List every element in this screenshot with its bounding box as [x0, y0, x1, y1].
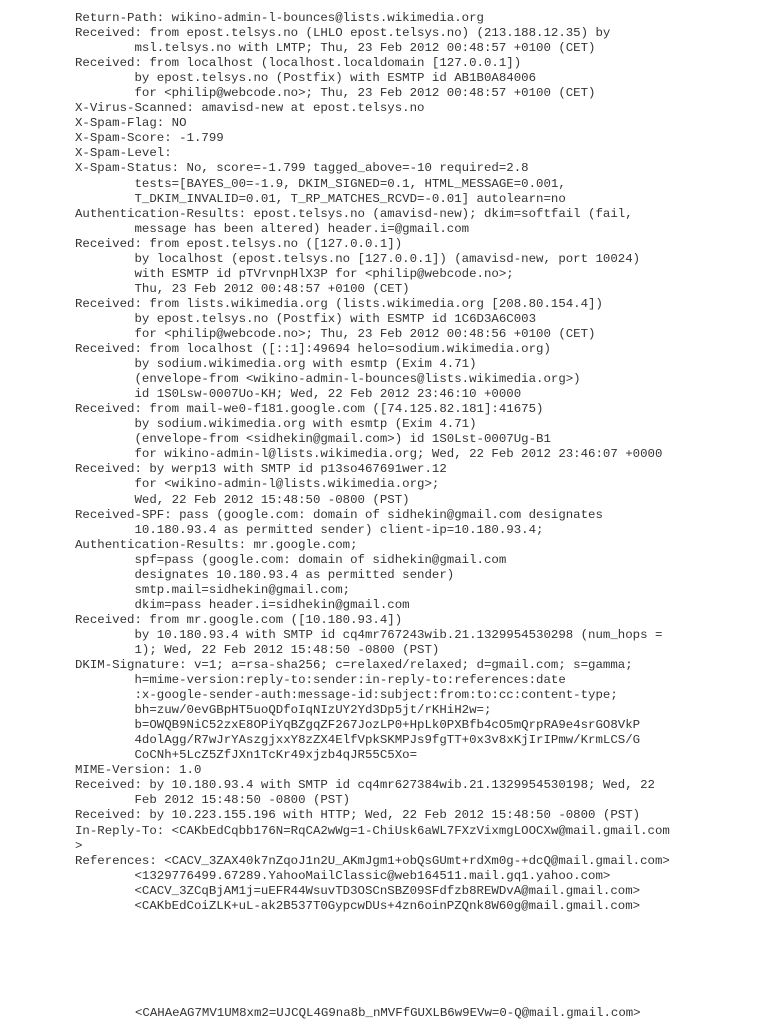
header-line: smtp.mail=sidhekin@gmail.com;	[75, 582, 351, 597]
header-line: dkim=pass header.i=sidhekin@gmail.com	[75, 597, 410, 612]
header-line: by epost.telsys.no (Postfix) with ESMTP id AB1B0A84006	[75, 71, 537, 86]
header-line: h=mime-version:reply-to:sender:in-reply-to:references:date	[75, 673, 566, 688]
header-line: bh=zuw/0evGBpHT5uoQDfoIqNIzUY2Yd3Dp5jt/rKHiH2w=;	[75, 703, 492, 718]
header-line: Return-Path: wikino-admin-l-bounces@lists.wikimedia.org	[75, 11, 484, 25]
header-line: X-Virus-Scanned: amavisd-new at epost.telsys.no	[75, 101, 425, 116]
header-line: X-Spam-Score: -1.799	[75, 131, 224, 146]
header-line: msl.telsys.no with LMTP; Thu, 23 Feb 2012 00:48:57 +0100 (CET)	[75, 41, 596, 56]
header-line: 4dolAgg/R7wJrYAszgjxxY8zZX4ElfVpkSKMPJs9fgTT+0x3v8xKjIrIPmw/KrmLCS/G	[75, 733, 641, 748]
header-line: for wikino-admin-l@lists.wikimedia.org; Wed, 22 Feb 2012 23:46:07 +0000	[75, 447, 663, 462]
header-line: tests=[BAYES_00=-1.9, DKIM_SIGNED=0.1, HTML_MESSAGE=0.001,	[75, 176, 566, 191]
header-line: message has been altered) header.i=@gmail.com	[75, 221, 470, 236]
header-line: <CACV_3ZCqBjAM1j=uEFR44WsuvTD3OSCnSBZ09SFdfzb8REWDvA@mail.gmail.com>	[75, 883, 641, 898]
header-line: References: <CACV_3ZAX40k7nZqoJ1n2U_AKmJgm1+obQsGUmt+rdXm0g-+dcQ@mail.gmail.com>	[75, 853, 670, 868]
header-line: Thu, 23 Feb 2012 00:48:57 +0100 (CET)	[75, 281, 410, 296]
header-line: with ESMTP id pTVrvnpHlX3P for <philip@webcode.no>;	[75, 266, 514, 281]
header-line: Received: from mail-we0-f181.google.com ([74.125.82.181]:41675)	[75, 402, 544, 417]
header-line: In-Reply-To: <CAKbEdCqbb176N=RqCA2wWg=1-ChiUsk6aWL7FXzVixmgLOOCXw@mail.gmail.com	[75, 823, 670, 838]
header-line: Received: by 10.180.93.4 with SMTP id cq4mr627384wib.21.1329954530198; Wed, 22	[75, 778, 655, 793]
email-header-block	[75, 11, 670, 914]
header-line: Received: by 10.223.155.196 with HTTP; Wed, 22 Feb 2012 15:48:50 -0800 (PST)	[75, 808, 641, 823]
header-line: X-Spam-Flag: NO	[75, 116, 187, 131]
header-line: Authentication-Results: mr.google.com;	[75, 537, 358, 552]
header-line: Feb 2012 15:48:50 -0800 (PST)	[75, 793, 351, 808]
header-line: CoCNh+5LcZ5ZfJXn1TcKr49xjzb4qJR55C5Xo=	[75, 748, 418, 763]
header-line: designates 10.180.93.4 as permitted sender)	[75, 567, 455, 582]
references-trailing-line: <CAHAeAG7MV1UM8xm2=UJCQL4G9na8b_nMVFfGUXLB6w9EVw=0-Q@mail.gmail.com>	[135, 1006, 641, 1020]
header-line: Authentication-Results: epost.telsys.no (amavisd-new); dkim=softfail (fail,	[75, 206, 633, 221]
header-line: Received: from mr.google.com ([10.180.93.4])	[75, 612, 403, 627]
header-line: X-Spam-Status: No, score=-1.799 tagged_above=-10 required=2.8	[75, 161, 529, 176]
header-line: T_DKIM_INVALID=0.01, T_RP_MATCHES_RCVD=-0.01] autolearn=no	[75, 191, 566, 206]
header-line: Received: from localhost (localhost.localdomain [127.0.0.1])	[75, 56, 522, 71]
header-line: X-Spam-Level:	[75, 146, 172, 161]
header-line: 1); Wed, 22 Feb 2012 15:48:50 -0800 (PST)	[75, 642, 440, 657]
header-line: <CAKbEdCoiZLK+uL-ak2B537T0GypcwDUs+4zn6oinPZQnk8W60g@mail.gmail.com>	[75, 898, 641, 913]
header-line: by localhost (epost.telsys.no [127.0.0.1]) (amavisd-new, port 10024)	[75, 251, 641, 266]
header-line: (envelope-from <sidhekin@gmail.com>) id 1S0Lst-0007Ug-B1	[75, 432, 551, 447]
header-line: Received: from epost.telsys.no (LHLO epost.telsys.no) (213.188.12.35) by	[75, 26, 611, 41]
header-line: (envelope-from <wikino-admin-l-bounces@lists.wikimedia.org>)	[75, 372, 581, 387]
header-line: Received: from epost.telsys.no ([127.0.0.1])	[75, 236, 403, 251]
header-line: :x-google-sender-auth:message-id:subject:from:to:cc:content-type;	[75, 688, 618, 703]
header-line: for <philip@webcode.no>; Thu, 23 Feb 2012 00:48:57 +0100 (CET)	[75, 86, 596, 101]
header-line: Received: by werp13 with SMTP id p13so467691wer.12	[75, 462, 447, 477]
header-line: for <wikino-admin-l@lists.wikimedia.org>;	[75, 477, 440, 492]
header-line: for <philip@webcode.no>; Thu, 23 Feb 2012 00:48:56 +0100 (CET)	[75, 326, 596, 341]
header-line: b=OWQB9NiC52zxE8OPiYqBZgqZF267JozLP0+HpLk0PXBfb4cO5mQrpRA9e4srGO8VkP	[75, 718, 641, 733]
header-line: Received-SPF: pass (google.com: domain of sidhekin@gmail.com designates	[75, 507, 603, 522]
header-line: by sodium.wikimedia.org with esmtp (Exim 4.71)	[75, 417, 477, 432]
header-line: MIME-Version: 1.0	[75, 763, 202, 778]
header-line: spf=pass (google.com: domain of sidhekin@gmail.com	[75, 552, 507, 567]
header-line: by sodium.wikimedia.org with esmtp (Exim 4.71)	[75, 357, 477, 372]
header-line: Received: from localhost ([::1]:49694 helo=sodium.wikimedia.org)	[75, 342, 551, 357]
header-line: by 10.180.93.4 with SMTP id cq4mr767243wib.21.1329954530298 (num_hops =	[75, 627, 663, 642]
header-line: >	[75, 838, 83, 853]
header-line: <1329776499.67289.YahooMailClassic@web164511.mail.gq1.yahoo.com>	[75, 868, 611, 883]
header-line: by epost.telsys.no (Postfix) with ESMTP id 1C6D3A6C003	[75, 311, 537, 326]
header-line: 10.180.93.4 as permitted sender) client-ip=10.180.93.4;	[75, 522, 544, 537]
header-line: DKIM-Signature: v=1; a=rsa-sha256; c=relaxed/relaxed; d=gmail.com; s=gamma;	[75, 658, 633, 673]
header-line: Wed, 22 Feb 2012 15:48:50 -0800 (PST)	[75, 492, 410, 507]
header-line: Received: from lists.wikimedia.org (lists.wikimedia.org [208.80.154.4])	[75, 296, 603, 311]
header-line: id 1S0Lsw-0007Uo-KH; Wed, 22 Feb 2012 23:46:10 +0000	[75, 387, 522, 402]
